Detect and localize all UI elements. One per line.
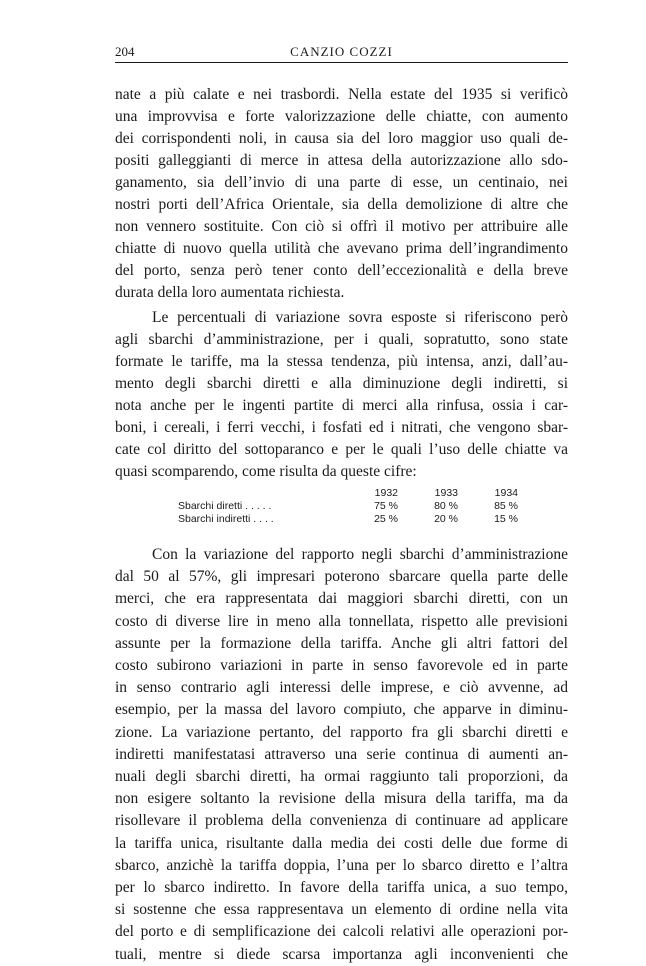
table-year: 1934 <box>494 487 518 499</box>
table-cell: 15 % <box>494 513 518 525</box>
page-number: 204 <box>115 44 135 59</box>
table-cell: 80 % <box>434 500 458 512</box>
text-line: Le percentuali di variazione sovra esposte si riferiscono però <box>152 309 568 326</box>
text-line: ganamento, sia dell’invio di una parte di esse, un centinaio, nei <box>115 174 568 191</box>
landing-table <box>178 487 518 526</box>
text-line: assunte per la formazione della tariffa. Anche gli altri fattori del <box>115 634 568 652</box>
table-row-label: Sbarchi diretti . . . . . <box>178 500 272 512</box>
text-line: del porto, senza però tener conto dell’eccezionalità e della breve <box>115 262 568 279</box>
text-line: costo di diverse lire in meno alla tonnellata, rispetto alle previsioni <box>115 612 568 630</box>
text-line: in senso contrario agli interessi delle imprese, e ciò avvenne, ad <box>115 679 568 697</box>
text-line: nate a più calate e nei trasbordi. Nella estate del 1935 si verificò <box>115 86 568 103</box>
page-header <box>115 44 568 66</box>
text-line: boni, i cereali, i ferri vecchi, i fosfati ed i nitrati, che vengono sbar- <box>115 419 568 436</box>
header-rule <box>115 62 568 63</box>
text-line: zione. La variazione pertanto, del rapporto fra gli sbarchi diretti e <box>115 723 568 741</box>
text-line: una improvvisa e forte valorizzazione delle chiatte, con aumento <box>115 108 568 125</box>
text-line: tuali, mentre si diede scarsa importanza agli inconvenienti che <box>115 945 568 963</box>
text-line: dei corrispondenti noli, in causa sia del loro maggior uso quali de- <box>115 130 568 147</box>
table-cell: 20 % <box>434 513 458 525</box>
text-line: formate le tariffe, ma la stessa tendenza, più intensa, anzi, dall’au- <box>115 353 568 370</box>
table-cell: 75 % <box>374 500 398 512</box>
table-row-label: Sbarchi indiretti . . . . <box>178 513 274 525</box>
text-line: per lo sbarco indiretto. In favore della tariffa unica, a suo tempo, <box>115 879 568 896</box>
text-line: non vennero sostituite. Con ciò si offrì il motivo per attribuire alle <box>115 218 568 235</box>
text-line: dal 50 al 57%, gli impresari poterono sbarcare quella parte delle <box>115 568 568 586</box>
text-line: Con la variazione del rapporto negli sbarchi d’amministrazione <box>152 546 568 563</box>
text-line: nostri porti dell’Africa Orientale, sia della demolizione di altre che <box>115 196 568 213</box>
table-cell: 25 % <box>374 513 398 525</box>
table-cell: 85 % <box>494 500 518 512</box>
text-line: costo subirono variazioni in parte in senso favorevole ed in parte <box>115 657 568 674</box>
text-line: indiretti manifestatasi attraverso una serie continua di aumenti an- <box>115 745 568 763</box>
text-line: cate col diritto del sottoparanco e per le quali l’uso delle chiatte va <box>115 441 568 458</box>
table-header-row <box>178 487 518 500</box>
text-line: mento degli sbarchi diretti e alla diminuzione degli indiretti, si <box>115 375 568 392</box>
text-line: merci, che era rappresentata dai maggiori sbarchi diretti, con un <box>115 590 568 608</box>
table-row <box>178 513 518 526</box>
text-line: chiatte di nuovo quella utilità che avevano prima dell’ingrandimento <box>115 240 568 257</box>
text-line: sbarco, anzichè la tariffa doppia, l’una per lo sbarco diretto e l’altra <box>115 856 568 874</box>
text-line: si sostenne che essa rappresentava un elemento di ordine nella vita <box>115 901 568 919</box>
running-title: CANZIO COZZI <box>290 44 393 59</box>
table-year: 1933 <box>434 487 458 499</box>
text-line: del porto e di semplificazione dei calcoli relativi alle operazioni por- <box>115 923 568 941</box>
text-line: esempio, per la massa del lavoro compiuto, che apparve in diminu- <box>115 701 568 719</box>
text-line: nuali degli sbarchi diretti, ha ormai raggiunto tali proporzioni, da <box>115 768 568 785</box>
text-line: nota anche per le ingenti partite di merci alla rinfusa, ossia i car- <box>115 397 568 414</box>
text-line: positi galleggianti di merce in attesa della autorizzazione allo sdo- <box>115 152 568 169</box>
text-line: agli sbarchi d’amministrazione, per i quali, sopratutto, sono state <box>115 331 568 348</box>
text-line: la tariffa unica, risultante dalla media dei costi delle due forme di <box>115 834 568 852</box>
text-line: non esigere soltanto la revisione della misura della tariffa, ma da <box>115 790 568 808</box>
table-year: 1932 <box>374 487 398 499</box>
text-line: risollevare il problema della convenienza di continuare ad applicare <box>115 812 568 830</box>
text-line: quasi scomparendo, come risulta da queste cifre: <box>115 463 417 480</box>
text-line: durata della loro aumentata richiesta. <box>115 284 345 301</box>
table-row <box>178 500 518 513</box>
